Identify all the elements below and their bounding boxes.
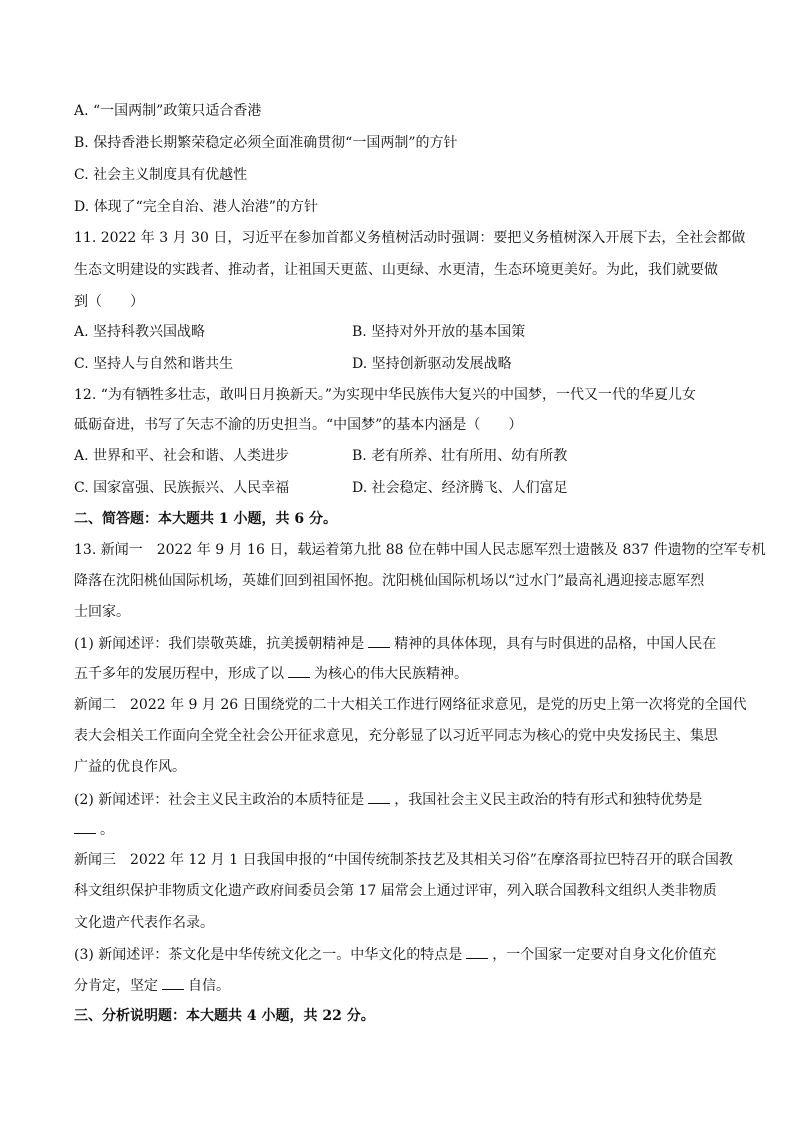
q12-stem-line1: 12. “为有牺牲多壮志，敢叫日月换新天。”为实现中华民族伟大复兴的中国梦，一代又一代的华夏儿女 (74, 387, 697, 403)
q13-part3-text-c: 分肯定，坚定 (74, 978, 158, 994)
answer-blank (288, 663, 310, 678)
q13-news2-line3: 广益的优良作风。 (74, 759, 186, 775)
section-2-heading: 二、简答题：本大题共 1 小题，共 6 分。 (74, 511, 337, 527)
q13-part1-text-a: (1) 新闻述评：我们崇敬英雄，抗美援朝精神是 (74, 636, 365, 652)
answer-blank (368, 633, 390, 648)
q10-option-a: A. “一国两制”政策只适合香港 (74, 103, 262, 119)
q12-option-b: B. 老有所养、壮有所用、幼有所教 (352, 448, 568, 464)
q13-part3-text-d: 自信。 (188, 978, 230, 994)
q13-part1-text-c: 五千多年的发展历程中，形成了以 (74, 666, 284, 682)
q10-option-b: B. 保持香港长期繁荣稳定必须全面准确贯彻“一国两制”的方针 (74, 135, 458, 151)
q13-part3-line2 (74, 975, 230, 996)
q13-part1-line2 (74, 663, 468, 684)
q11-stem-line1: 11. 2022 年 3 月 30 日，习近平在参加首都义务植树活动时强调：要把义务植树深入开展下去，全社会都做 (74, 230, 746, 246)
q13-news1-line1: 13. 新闻一 2022 年 9 月 16 日，载运着第九批 88 位在韩中国人民志愿军烈士遗骸及 837 件遗物的空军专机 (74, 542, 766, 558)
answer-blank (162, 975, 184, 990)
q12-stem-line2: 砥砺奋进，书写了矢志不渝的历史担当。“中国梦”的基本内涵是（ ） (74, 417, 523, 433)
q13-part2-line1 (74, 789, 702, 810)
q12-option-c: C. 国家富强、民族振兴、人民幸福 (74, 480, 290, 496)
q13-part1-text-b: 精神的具体体现，具有与时俱进的品格，中国人民在 (394, 636, 717, 652)
q13-news3-line1: 新闻三 2022 年 12 月 1 日我国申报的“中国传统制茶技艺及其相关习俗”在摩洛哥拉巴特召开的联合国教 (74, 852, 733, 868)
q13-news3-line2: 科文组织保护非物质文化遗产政府间委员会第 17 届常会上通过评审，列入联合国教科文组织人类非物质 (74, 883, 717, 899)
q11-option-c: C. 坚持人与自然和谐共生 (74, 356, 234, 372)
q13-part2-text-b: ，我国社会主义民主政治的特有形式和独特优势是 (394, 792, 703, 808)
q13-part2-text-a: (2) 新闻述评：社会主义民主政治的本质特征是 (74, 792, 365, 808)
q13-news2-line2: 表大会相关工作面向全党全社会公开征求意见，充分彰显了以习近平同志为核心的党中央发扬民主、集思 (74, 728, 718, 744)
q13-part2-text-c: 。 (100, 822, 114, 838)
answer-blank (466, 944, 488, 959)
section-3-heading: 三、分析说明题：本大题共 4 小题，共 22 分。 (74, 1008, 375, 1024)
q11-option-b: B. 坚持对外开放的基本国策 (352, 324, 526, 340)
q13-part2-line2 (74, 819, 114, 840)
q13-news1-line2: 降落在沈阳桃仙国际机场，英雄们回到祖国怀抱。沈阳桃仙国际机场以“过水门”最高礼遇迎接志愿军烈 (74, 573, 705, 589)
q13-part1-line1 (74, 633, 716, 654)
q13-part3-text-a: (3) 新闻述评：茶文化是中华传统文化之一。中华文化的特点是 (74, 947, 463, 963)
q13-part1-text-d: 为核心的伟大民族精神。 (314, 666, 468, 682)
q13-news3-line3: 文化遗产代表作名录。 (74, 915, 214, 931)
answer-blank (74, 819, 96, 834)
q13-news1-line3: 士回家。 (74, 604, 130, 620)
q13-news2-line1: 新闻二 2022 年 9 月 26 日围绕党的二十大相关工作进行网络征求意见，是党的历史上第一次将党的全国代 (74, 697, 747, 713)
q11-option-a: A. 坚持科教兴国战略 (74, 324, 206, 340)
q11-stem-line3: 到（ ） (74, 294, 144, 310)
q11-option-d: D. 坚持创新驱动发展战略 (352, 356, 512, 372)
q10-option-d: D. 体现了“完全自治、港人治港”的方针 (74, 199, 318, 215)
q12-option-a: A. 世界和平、社会和谐、人类进步 (74, 448, 290, 464)
q13-part3-line1 (74, 944, 716, 965)
q11-stem-line2: 生态文明建设的实践者、推动者，让祖国天更蓝、山更绿、水更清，生态环境更美好。为此，我们就要做 (74, 262, 718, 278)
q13-part3-text-b: ，一个国家一定要对自身文化价值充 (492, 947, 717, 963)
q12-option-d: D. 社会稳定、经济腾飞、人们富足 (352, 480, 568, 496)
q10-option-c: C. 社会主义制度具有优越性 (74, 167, 248, 183)
answer-blank (368, 789, 390, 804)
